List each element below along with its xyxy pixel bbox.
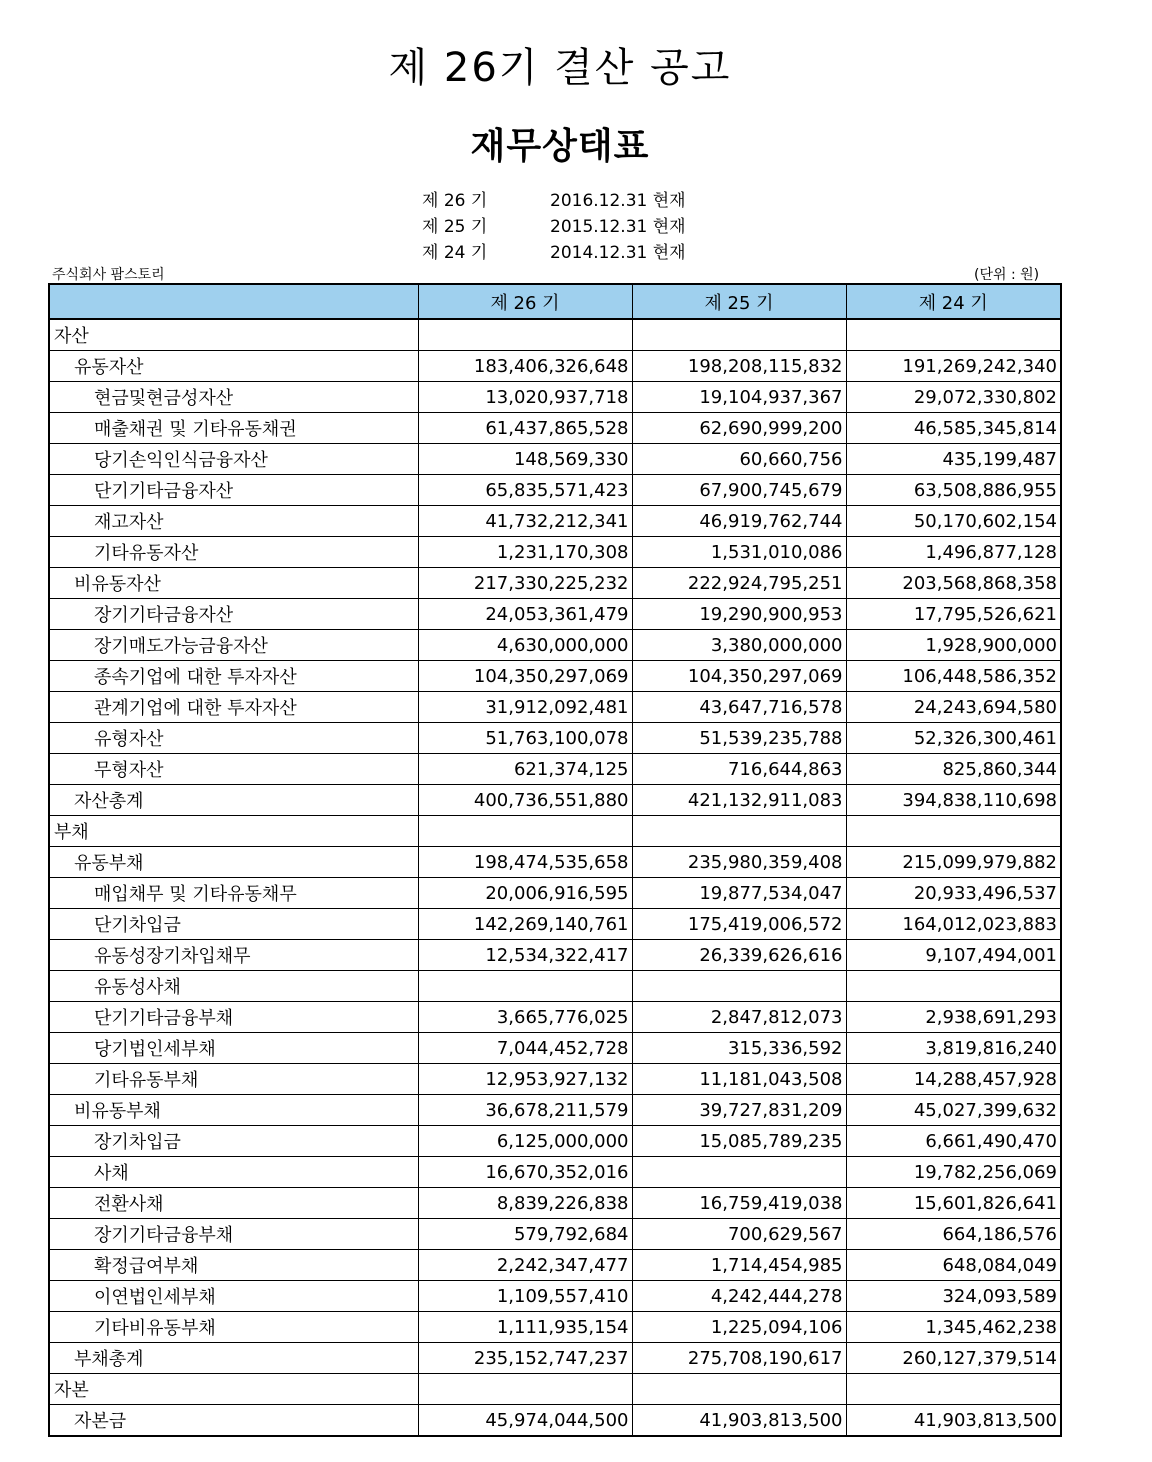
value-period-26: 16,670,352,016 bbox=[418, 1157, 632, 1188]
table-row bbox=[49, 1126, 1061, 1157]
account-label: 당기손익인식금융자산 bbox=[49, 444, 418, 475]
period-line bbox=[422, 188, 686, 214]
account-label: 부채총계 bbox=[49, 1343, 418, 1374]
account-label: 단기차입금 bbox=[49, 909, 418, 940]
value-period-24 bbox=[846, 319, 1061, 351]
account-label: 자산 bbox=[49, 319, 418, 351]
value-period-26 bbox=[418, 1374, 632, 1405]
value-period-26: 2,242,347,477 bbox=[418, 1250, 632, 1281]
value-period-24: 9,107,494,001 bbox=[846, 940, 1061, 971]
account-label: 유형자산 bbox=[49, 723, 418, 754]
value-period-25: 2,847,812,073 bbox=[632, 1002, 846, 1033]
value-period-25: 315,336,592 bbox=[632, 1033, 846, 1064]
value-period-26 bbox=[418, 319, 632, 351]
account-label: 재고자산 bbox=[49, 506, 418, 537]
value-period-25: 1,531,010,086 bbox=[632, 537, 846, 568]
table-row bbox=[49, 785, 1061, 816]
table-row bbox=[49, 1157, 1061, 1188]
value-period-26: 8,839,226,838 bbox=[418, 1188, 632, 1219]
value-period-25: 235,980,359,408 bbox=[632, 847, 846, 878]
value-period-25: 11,181,043,508 bbox=[632, 1064, 846, 1095]
account-label: 종속기업에 대한 투자자산 bbox=[49, 661, 418, 692]
value-period-25: 19,877,534,047 bbox=[632, 878, 846, 909]
value-period-25: 16,759,419,038 bbox=[632, 1188, 846, 1219]
account-label: 단기기타금융자산 bbox=[49, 475, 418, 506]
account-label: 당기법인세부채 bbox=[49, 1033, 418, 1064]
value-period-26: 235,152,747,237 bbox=[418, 1343, 632, 1374]
table-row bbox=[49, 1064, 1061, 1095]
table-row bbox=[49, 475, 1061, 506]
value-period-26: 61,437,865,528 bbox=[418, 413, 632, 444]
account-label: 유동부채 bbox=[49, 847, 418, 878]
value-period-25: 198,208,115,832 bbox=[632, 351, 846, 382]
value-period-24: 215,099,979,882 bbox=[846, 847, 1061, 878]
value-period-24: 825,860,344 bbox=[846, 754, 1061, 785]
value-period-26 bbox=[418, 816, 632, 847]
value-period-24 bbox=[846, 816, 1061, 847]
value-period-25: 15,085,789,235 bbox=[632, 1126, 846, 1157]
value-period-25: 43,647,716,578 bbox=[632, 692, 846, 723]
table-row bbox=[49, 1343, 1061, 1374]
value-period-24: 648,084,049 bbox=[846, 1250, 1061, 1281]
period-line bbox=[422, 240, 686, 266]
value-period-26 bbox=[418, 971, 632, 1002]
table-row bbox=[49, 909, 1061, 940]
value-period-24: 14,288,457,928 bbox=[846, 1064, 1061, 1095]
value-period-25: 275,708,190,617 bbox=[632, 1343, 846, 1374]
table-row bbox=[49, 723, 1061, 754]
table-row bbox=[49, 878, 1061, 909]
table-row bbox=[49, 847, 1061, 878]
value-period-25: 46,919,762,744 bbox=[632, 506, 846, 537]
account-label: 기타유동자산 bbox=[49, 537, 418, 568]
account-label: 자본 bbox=[49, 1374, 418, 1405]
period-label: 제 26 기 bbox=[422, 191, 488, 211]
value-period-25: 26,339,626,616 bbox=[632, 940, 846, 971]
value-period-24: 3,819,816,240 bbox=[846, 1033, 1061, 1064]
table-row bbox=[49, 444, 1061, 475]
header-period-25: 제 25 기 bbox=[632, 284, 846, 319]
value-period-24: 324,093,589 bbox=[846, 1281, 1061, 1312]
value-period-25: 1,714,454,985 bbox=[632, 1250, 846, 1281]
value-period-25: 222,924,795,251 bbox=[632, 568, 846, 599]
value-period-24: 50,170,602,154 bbox=[846, 506, 1061, 537]
table-row bbox=[49, 351, 1061, 382]
account-label: 관계기업에 대한 투자자산 bbox=[49, 692, 418, 723]
table-row bbox=[49, 816, 1061, 847]
account-label: 장기차입금 bbox=[49, 1126, 418, 1157]
value-period-24: 20,933,496,537 bbox=[846, 878, 1061, 909]
value-period-26: 142,269,140,761 bbox=[418, 909, 632, 940]
value-period-24: 29,072,330,802 bbox=[846, 382, 1061, 413]
account-label: 장기기타금융부채 bbox=[49, 1219, 418, 1250]
header-account bbox=[49, 284, 418, 319]
value-period-25 bbox=[632, 319, 846, 351]
statement-title: 재무상태표 bbox=[470, 126, 650, 167]
value-period-24: 19,782,256,069 bbox=[846, 1157, 1061, 1188]
table-row bbox=[49, 1250, 1061, 1281]
value-period-26: 24,053,361,479 bbox=[418, 599, 632, 630]
account-label: 사채 bbox=[49, 1157, 418, 1188]
value-period-26: 45,974,044,500 bbox=[418, 1405, 632, 1437]
company-name: 주식회사 팜스토리 bbox=[52, 267, 165, 283]
table-row bbox=[49, 1374, 1061, 1405]
header-period-24: 제 24 기 bbox=[846, 284, 1061, 319]
account-label: 무형자산 bbox=[49, 754, 418, 785]
value-period-24: 52,326,300,461 bbox=[846, 723, 1061, 754]
value-period-26: 65,835,571,423 bbox=[418, 475, 632, 506]
value-period-24: 41,903,813,500 bbox=[846, 1405, 1061, 1437]
value-period-25: 4,242,444,278 bbox=[632, 1281, 846, 1312]
value-period-25: 716,644,863 bbox=[632, 754, 846, 785]
value-period-24: 46,585,345,814 bbox=[846, 413, 1061, 444]
value-period-25 bbox=[632, 816, 846, 847]
value-period-25: 175,419,006,572 bbox=[632, 909, 846, 940]
value-period-24: 435,199,487 bbox=[846, 444, 1061, 475]
value-period-26: 41,732,212,341 bbox=[418, 506, 632, 537]
value-period-25: 41,903,813,500 bbox=[632, 1405, 846, 1437]
value-period-24 bbox=[846, 1374, 1061, 1405]
table-row bbox=[49, 568, 1061, 599]
table-row bbox=[49, 1095, 1061, 1126]
period-date: 2016.12.31 현재 bbox=[550, 191, 686, 211]
value-period-24: 106,448,586,352 bbox=[846, 661, 1061, 692]
account-label: 유동자산 bbox=[49, 351, 418, 382]
period-line bbox=[422, 214, 686, 240]
value-period-25: 700,629,567 bbox=[632, 1219, 846, 1250]
value-period-26: 579,792,684 bbox=[418, 1219, 632, 1250]
value-period-25: 19,290,900,953 bbox=[632, 599, 846, 630]
header-period-26: 제 26 기 bbox=[418, 284, 632, 319]
value-period-24: 15,601,826,641 bbox=[846, 1188, 1061, 1219]
value-period-26: 104,350,297,069 bbox=[418, 661, 632, 692]
value-period-24: 394,838,110,698 bbox=[846, 785, 1061, 816]
value-period-24: 1,496,877,128 bbox=[846, 537, 1061, 568]
account-label: 자산총계 bbox=[49, 785, 418, 816]
account-label: 유동성장기차입채무 bbox=[49, 940, 418, 971]
period-label: 제 25 기 bbox=[422, 217, 488, 237]
value-period-26: 621,374,125 bbox=[418, 754, 632, 785]
value-period-26: 198,474,535,658 bbox=[418, 847, 632, 878]
value-period-26: 217,330,225,232 bbox=[418, 568, 632, 599]
account-label: 비유동자산 bbox=[49, 568, 418, 599]
value-period-25: 421,132,911,083 bbox=[632, 785, 846, 816]
unit-label: (단위 : 원) bbox=[974, 267, 1040, 283]
value-period-24: 6,661,490,470 bbox=[846, 1126, 1061, 1157]
table-row bbox=[49, 940, 1061, 971]
table-row bbox=[49, 630, 1061, 661]
value-period-24: 45,027,399,632 bbox=[846, 1095, 1061, 1126]
account-label: 매출채권 및 기타유동채권 bbox=[49, 413, 418, 444]
account-label: 기타비유동부채 bbox=[49, 1312, 418, 1343]
account-label: 단기기타금융부채 bbox=[49, 1002, 418, 1033]
account-label: 현금및현금성자산 bbox=[49, 382, 418, 413]
value-period-25: 67,900,745,679 bbox=[632, 475, 846, 506]
table-row bbox=[49, 1281, 1061, 1312]
value-period-25: 1,225,094,106 bbox=[632, 1312, 846, 1343]
value-period-26: 12,953,927,132 bbox=[418, 1064, 632, 1095]
value-period-26: 1,231,170,308 bbox=[418, 537, 632, 568]
notice-title: 제 26기 결산 공고 bbox=[388, 45, 732, 91]
value-period-26: 148,569,330 bbox=[418, 444, 632, 475]
account-label: 이연법인세부채 bbox=[49, 1281, 418, 1312]
value-period-26: 4,630,000,000 bbox=[418, 630, 632, 661]
value-period-24: 191,269,242,340 bbox=[846, 351, 1061, 382]
account-label: 확정급여부채 bbox=[49, 1250, 418, 1281]
value-period-26: 7,044,452,728 bbox=[418, 1033, 632, 1064]
value-period-24: 24,243,694,580 bbox=[846, 692, 1061, 723]
value-period-26: 3,665,776,025 bbox=[418, 1002, 632, 1033]
value-period-24: 164,012,023,883 bbox=[846, 909, 1061, 940]
period-date: 2014.12.31 현재 bbox=[550, 243, 686, 263]
account-label: 장기매도가능금융자산 bbox=[49, 630, 418, 661]
table-row bbox=[49, 537, 1061, 568]
value-period-25: 62,690,999,200 bbox=[632, 413, 846, 444]
value-period-25: 3,380,000,000 bbox=[632, 630, 846, 661]
value-period-26: 20,006,916,595 bbox=[418, 878, 632, 909]
value-period-25: 104,350,297,069 bbox=[632, 661, 846, 692]
value-period-26: 1,109,557,410 bbox=[418, 1281, 632, 1312]
value-period-26: 13,020,937,718 bbox=[418, 382, 632, 413]
table-row bbox=[49, 1002, 1061, 1033]
value-period-26: 36,678,211,579 bbox=[418, 1095, 632, 1126]
value-period-25 bbox=[632, 1157, 846, 1188]
value-period-25: 39,727,831,209 bbox=[632, 1095, 846, 1126]
account-label: 전환사채 bbox=[49, 1188, 418, 1219]
account-label: 장기기타금융자산 bbox=[49, 599, 418, 630]
account-label: 매입채무 및 기타유동채무 bbox=[49, 878, 418, 909]
table-row bbox=[49, 971, 1061, 1002]
value-period-24 bbox=[846, 971, 1061, 1002]
table-row bbox=[49, 413, 1061, 444]
account-label: 비유동부채 bbox=[49, 1095, 418, 1126]
value-period-26: 6,125,000,000 bbox=[418, 1126, 632, 1157]
balance-sheet-table bbox=[48, 283, 1062, 1437]
table-row bbox=[49, 1405, 1061, 1437]
value-period-25: 60,660,756 bbox=[632, 444, 846, 475]
table-header-row bbox=[49, 284, 1061, 319]
table-row bbox=[49, 754, 1061, 785]
account-label: 유동성사채 bbox=[49, 971, 418, 1002]
value-period-24: 17,795,526,621 bbox=[846, 599, 1061, 630]
table-row bbox=[49, 1312, 1061, 1343]
value-period-26: 400,736,551,880 bbox=[418, 785, 632, 816]
value-period-24: 1,928,900,000 bbox=[846, 630, 1061, 661]
account-label: 자본금 bbox=[49, 1405, 418, 1437]
table-row bbox=[49, 1188, 1061, 1219]
value-period-24: 2,938,691,293 bbox=[846, 1002, 1061, 1033]
account-label: 부채 bbox=[49, 816, 418, 847]
value-period-26: 183,406,326,648 bbox=[418, 351, 632, 382]
value-period-25 bbox=[632, 971, 846, 1002]
value-period-24: 260,127,379,514 bbox=[846, 1343, 1061, 1374]
value-period-26: 31,912,092,481 bbox=[418, 692, 632, 723]
value-period-24: 664,186,576 bbox=[846, 1219, 1061, 1250]
value-period-25: 51,539,235,788 bbox=[632, 723, 846, 754]
table-row bbox=[49, 506, 1061, 537]
value-period-26: 12,534,322,417 bbox=[418, 940, 632, 971]
value-period-26: 51,763,100,078 bbox=[418, 723, 632, 754]
table-row bbox=[49, 599, 1061, 630]
period-list bbox=[422, 188, 686, 266]
account-label: 기타유동부채 bbox=[49, 1064, 418, 1095]
period-label: 제 24 기 bbox=[422, 243, 488, 263]
table-row bbox=[49, 1033, 1061, 1064]
table-row bbox=[49, 1219, 1061, 1250]
period-date: 2015.12.31 현재 bbox=[550, 217, 686, 237]
table-row bbox=[49, 319, 1061, 351]
table-row bbox=[49, 692, 1061, 723]
table-row bbox=[49, 661, 1061, 692]
value-period-24: 203,568,868,358 bbox=[846, 568, 1061, 599]
table-row bbox=[49, 382, 1061, 413]
value-period-24: 63,508,886,955 bbox=[846, 475, 1061, 506]
value-period-25: 19,104,937,367 bbox=[632, 382, 846, 413]
value-period-24: 1,345,462,238 bbox=[846, 1312, 1061, 1343]
value-period-25 bbox=[632, 1374, 846, 1405]
value-period-26: 1,111,935,154 bbox=[418, 1312, 632, 1343]
